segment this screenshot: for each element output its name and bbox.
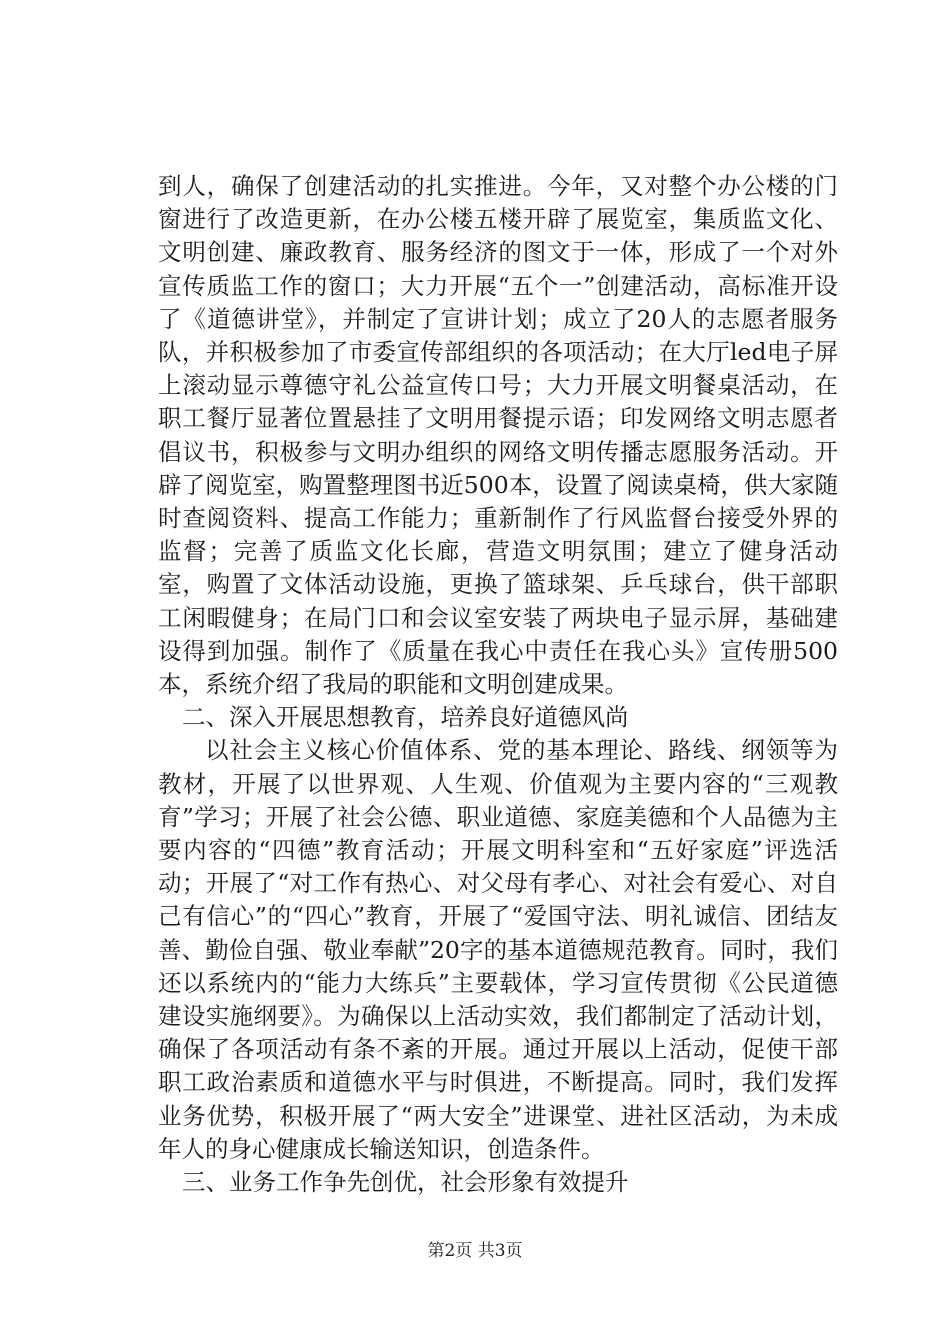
- section-heading-2: 二、深入开展思想教育，培养良好道德风尚: [182, 703, 629, 732]
- document-body: [158, 170, 838, 1199]
- page-footer: 第2页 共3页: [427, 1241, 523, 1261]
- paragraph-continuation: 到人，确保了创建活动的扎实推进。今年，又对整个办公楼的门窗进行了改造更新，在办公楼五楼开辟了展览室，集质监文化、文明创建、廉政教育、服务经济的图文于一体，形成了一个对外宣传质监工作的窗口；大力开展“五个一”创建活动，高标准开设了《道德讲堂》，并制定了宣讲计划；成立了20人的志愿者服务队，并积极参加了市委宣传部组织的各项活动；在大厅led电子屏上滚动显示尊德守礼公益宣传口号；大力开展文明餐桌活动，在职工餐厅显著位置悬挂了文明用餐提示语；印发网络文明志愿者倡议书，积极参与文明办组织的网络文明传播志愿服务活动。开辟了阅览室，购置整理图书近500本，设置了阅读桌椅，供大家随时查阅资料、提高工作能力；重新制作了行风监督台接受外界的监督；完善了质监文化长廊，营造文明氛围；建立了健身活动室，购置了文体活动设施，更换了篮球架、乒乓球台，供干部职工闲暇健身；在局门口和会议室安装了两块电子显示屏，基础建设得到加强。制作了《质量在我心中责任在我心头》宣传册500本，系统介绍了我局的职能和文明创建成果。: [158, 172, 838, 699]
- section-heading-3: 三、业务工作争先创优，社会形象有效提升: [182, 1168, 629, 1197]
- paragraph-thought-education: 以社会主义核心价值体系、党的基本理论、路线、纲领等为教材，开展了以世界观、人生观、价值观为主要内容的“三观教育”学习；开展了社会公德、职业道德、家庭美德和个人品德为主要内容的“四德”教育活动；开展文明科室和“五好家庭”评选活动；开展了“对工作有热心、对父母有孝心、对社会有爱心、对自己有信心”的“四心”教育，开展了“爱国守法、明礼诚信、团结友善、勤俭自强、敬业奉献”20字的基本道德规范教育。同时，我们还以系统内的“能力大练兵”主要载体，学习宣传贯彻《公民道德建设实施纲要》。为确保以上活动实效，我们都制定了活动计划，确保了各项活动有条不紊的开展。通过开展以上活动，促使干部职工政治素质和道德水平与时俱进，不断提高。同时，我们发挥业务优势，积极开展了“两大安全”进课堂、进社区活动，为未成年人的身心健康成长输送知识，创造条件。: [158, 736, 838, 1163]
